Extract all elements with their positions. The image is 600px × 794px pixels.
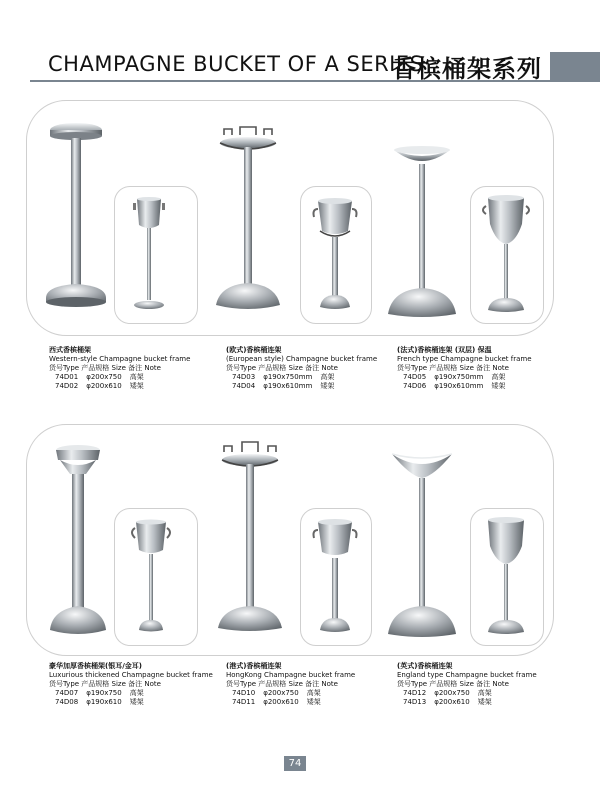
england-stand-tall-image — [384, 448, 460, 642]
french-stand-tall-image — [384, 142, 460, 322]
product-name-en: (European style) Champagne bucket frame — [226, 355, 378, 363]
product-name-en: Luxurious thickened Champagne bucket frame — [49, 671, 213, 679]
product-caption-4 — [49, 662, 213, 706]
spec-header: 货号Type 产品规格 Size 备注 Note — [397, 364, 509, 372]
spec-size: φ190x750mm — [434, 373, 484, 381]
spec-header: 货号Type 产品规格 Size 备注 Note — [49, 364, 161, 372]
spec-note: 高架 — [477, 689, 492, 697]
product-name-cn: 西式香槟桶架 — [49, 346, 91, 354]
spec-header: 货号Type 产品规格 Size 备注 Note — [397, 680, 509, 688]
western-stand-tall-image — [38, 118, 118, 314]
page-title: CHAMPAGNE BUCKET OF A SERIES — [48, 52, 424, 76]
spec-row — [226, 689, 329, 698]
spec-row — [49, 382, 152, 391]
spec-note: 高架 — [129, 689, 144, 697]
spec-note: 矮架 — [491, 381, 506, 390]
header-tab — [550, 52, 600, 80]
spec-row — [397, 689, 500, 698]
product-name-en: England type Champagne bucket frame — [397, 671, 537, 679]
luxurious-bucket-short-image — [127, 518, 183, 638]
spec-code: 74D11 — [232, 697, 256, 706]
spec-size: φ200x610 — [263, 697, 299, 706]
product-name-en: HongKong Champagne bucket frame — [226, 671, 356, 679]
european-stand-tall-image — [210, 125, 286, 315]
spec-code: 74D06 — [403, 381, 427, 390]
spec-code: 74D12 — [403, 689, 427, 697]
page-header — [0, 0, 600, 86]
spec-note: 矮架 — [477, 697, 492, 706]
spec-table — [226, 373, 342, 390]
spec-code: 74D07 — [55, 689, 79, 697]
western-bucket-short-image — [125, 195, 185, 315]
product-caption-2 — [226, 346, 377, 390]
spec-table — [397, 689, 500, 706]
spec-code: 74D13 — [403, 697, 427, 706]
european-bucket-short-image — [308, 195, 364, 317]
hongkong-bucket-short-image — [308, 516, 364, 640]
product-caption-5 — [226, 662, 355, 706]
spec-size: φ190x610mm — [434, 381, 484, 390]
spec-size: φ190x610mm — [263, 381, 313, 390]
spec-note: 矮架 — [306, 697, 321, 706]
spec-size: φ200x750 — [86, 373, 122, 381]
spec-size: φ200x610 — [86, 381, 122, 390]
spec-code: 74D03 — [232, 373, 256, 381]
spec-row — [226, 373, 342, 382]
spec-header: 货号Type 产品规格 Size 备注 Note — [226, 364, 338, 372]
spec-size: φ190x610 — [86, 697, 122, 706]
spec-note: 矮架 — [320, 381, 335, 390]
spec-table — [49, 689, 152, 706]
spec-row — [397, 382, 513, 391]
spec-note: 高架 — [306, 689, 321, 697]
spec-code: 74D05 — [403, 373, 427, 381]
hongkong-stand-tall-image — [212, 440, 288, 636]
spec-header: 货号Type 产品规格 Size 备注 Note — [49, 680, 161, 688]
spec-size: φ200x750 — [263, 689, 299, 697]
spec-note: 矮架 — [129, 381, 144, 390]
spec-row — [49, 689, 152, 698]
england-bucket-short-image — [478, 516, 534, 640]
spec-size: φ190x750mm — [263, 373, 313, 381]
spec-code: 74D10 — [232, 689, 256, 697]
product-name-en: French type Champagne bucket frame — [397, 355, 532, 363]
product-name-cn: (欧式)香槟桶连架 — [226, 346, 282, 354]
spec-size: φ200x750 — [434, 689, 470, 697]
spec-code: 74D08 — [55, 697, 79, 706]
product-caption-1 — [49, 346, 190, 390]
spec-header: 货号Type 产品规格 Size 备注 Note — [226, 680, 338, 688]
french-bucket-short-image — [478, 194, 534, 318]
product-caption-3 — [397, 346, 532, 390]
page-number: 74 — [284, 756, 306, 771]
product-name-cn: (英式)香槟桶连架 — [397, 662, 453, 670]
spec-row — [49, 373, 152, 382]
spec-note: 矮架 — [129, 697, 144, 706]
spec-code: 74D01 — [55, 373, 79, 381]
spec-row — [226, 382, 342, 391]
spec-size: φ190x750 — [86, 689, 122, 697]
product-name-cn: 豪华加厚香槟桶架(银耳/金耳) — [49, 662, 142, 670]
spec-code: 74D04 — [232, 381, 256, 390]
spec-row — [226, 698, 329, 707]
luxurious-stand-tall-image — [46, 440, 116, 640]
page-title-chinese: 香槟桶架系列 — [392, 55, 542, 83]
spec-table — [226, 689, 329, 706]
product-name-cn: (法式)香槟桶连架 (双层) 保温 — [397, 346, 492, 354]
product-name-cn: (港式)香槟桶连架 — [226, 662, 282, 670]
product-name-en: Western-style Champagne bucket frame — [49, 355, 191, 363]
spec-size: φ200x610 — [434, 697, 470, 706]
spec-table — [49, 373, 152, 390]
spec-table — [397, 373, 513, 390]
spec-note: 高架 — [129, 373, 144, 381]
spec-note: 高架 — [491, 373, 506, 381]
spec-note: 高架 — [320, 373, 335, 381]
spec-row — [49, 698, 152, 707]
spec-code: 74D02 — [55, 381, 79, 390]
product-caption-6 — [397, 662, 537, 706]
spec-row — [397, 698, 500, 707]
spec-row — [397, 373, 513, 382]
